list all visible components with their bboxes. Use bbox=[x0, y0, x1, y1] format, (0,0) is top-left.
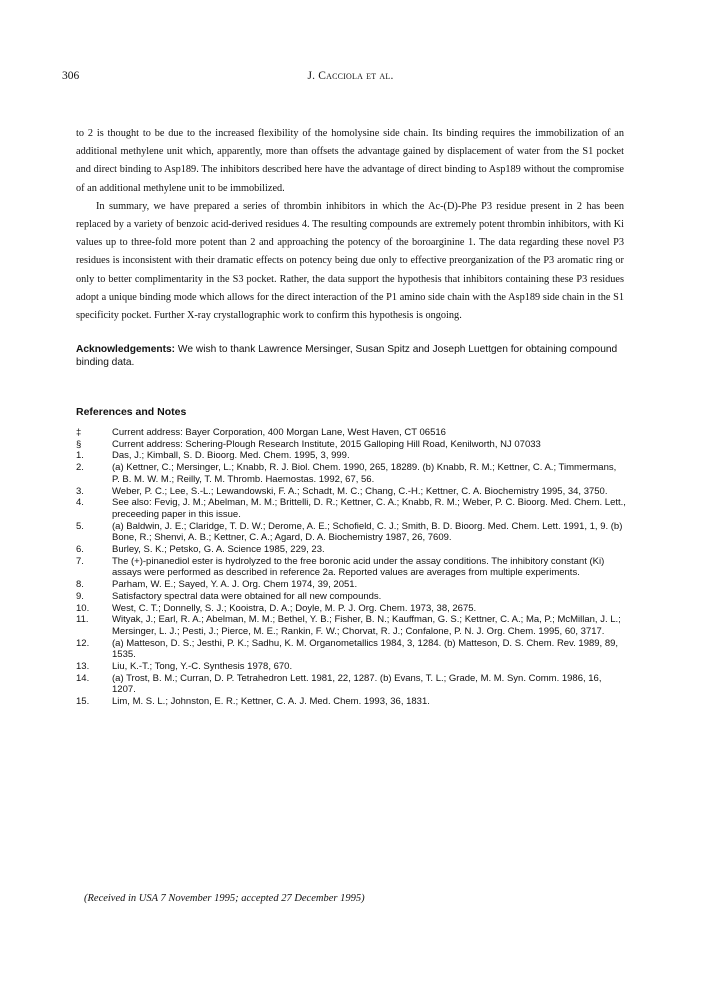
reference-text: Burley, S. K.; Petsko, G. A. Science 1985, 229, 23. bbox=[112, 544, 325, 556]
reference-marker: 7. bbox=[76, 555, 84, 567]
reference-marker: 4. bbox=[76, 497, 84, 509]
reference-marker: 11. bbox=[76, 614, 89, 626]
reference-text: Parham, W. E.; Sayed, Y. A. J. Org. Chem 1974, 39, 2051. bbox=[112, 579, 358, 591]
reference-text: The (+)-pinanediol ester is hydrolyzed to the free boronic acid under the assay conditions. The inhibitory constant (Ki) assays were performed as described in reference 2a. Reported values are averages from multiple experiments. bbox=[112, 555, 605, 579]
reference-marker: 15. bbox=[76, 696, 90, 708]
reference-item bbox=[76, 603, 626, 615]
reference-text: Das, J.; Kimball, S. D. Bioorg. Med. Chem. 1995, 3, 999. bbox=[112, 450, 350, 462]
received-date-note: (Received in USA 7 November 1995; accepted 27 December 1995) bbox=[84, 893, 365, 904]
reference-marker: 12. bbox=[76, 637, 90, 649]
reference-text: Weber, P. C.; Lee, S.-L.; Lewandowski, F. A.; Schadt, M. C.; Chang, C.-H.; Kettner, C. A. Biochemistry 1995, 34, 3750. bbox=[112, 485, 608, 497]
acknowledgements bbox=[76, 343, 624, 369]
reference-marker: 5. bbox=[76, 520, 84, 532]
body-text bbox=[76, 125, 624, 325]
reference-text: (a) Trost, B. M.; Curran, D. P. Tetrahedron Lett. 1981, 22, 1287. (b) Evans, T. L.; Grade, M. M. Syn. Comm. 1986, 16, 1207. bbox=[112, 672, 602, 696]
reference-item bbox=[76, 614, 626, 637]
reference-item bbox=[76, 521, 626, 544]
reference-text: Wityak, J.; Earl, R. A.; Abelman, M. M.; Bethel, Y. B.; Fisher, B. N.; Kauffman, G. S.; Kettner, C. A.; Ma, P.; McMillan, J. L.; Mersinger, L. J.; Pesti, J.; Pierce, M. E.; Rankin, F. W.; Chorvat, R. J.; Confalone, P. N. J. Org. Chem. 1995, 60, 3717. bbox=[112, 614, 621, 637]
reference-text: (a) Baldwin, J. E.; Claridge, T. D. W.; Derome, A. E.; Schofield, C. J.; Smith, B. D. Bioorg. Med. Chem. Lett. 1991, 1, 9. (b) Bone, R.; Shenvi, A. B.; Kettner, C. A.; Agard, D. A. Biochemistry 1987, 26, 7609. bbox=[112, 520, 623, 544]
reference-item bbox=[76, 579, 626, 591]
reference-marker: 3. bbox=[76, 485, 84, 497]
reference-text: (a) Kettner, C.; Mersinger, L.; Knabb, R. J. Biol. Chem. 1990, 265, 18289. (b) Knabb, R. M.; Kettner, C. A.; Timmermans, P. B. M. W. M.; Reilly, T. M. Thromb. Haemostas. 1992, 67, 56. bbox=[112, 462, 617, 485]
reference-text: Current address: Schering-Plough Research Institute, 2015 Galloping Hill Road, Kenilworth, NJ 07033 bbox=[112, 438, 541, 450]
reference-item bbox=[76, 696, 626, 708]
reference-marker: 2. bbox=[76, 462, 84, 474]
reference-item bbox=[76, 427, 626, 439]
reference-marker: 10. bbox=[76, 602, 90, 614]
reference-marker: § bbox=[76, 438, 82, 450]
reference-marker: 9. bbox=[76, 590, 84, 602]
reference-marker: 6. bbox=[76, 544, 84, 556]
reference-item bbox=[76, 450, 626, 462]
page-header bbox=[62, 70, 639, 86]
reference-text: Lim, M. S. L.; Johnston, E. R.; Kettner, C. A. J. Med. Chem. 1993, 36, 1831. bbox=[112, 696, 430, 708]
reference-marker: ‡ bbox=[76, 427, 82, 438]
reference-text: Satisfactory spectral data were obtained for all new compounds. bbox=[112, 590, 382, 602]
reference-item bbox=[76, 439, 626, 451]
reference-item bbox=[76, 661, 626, 673]
reference-text: Current address: Bayer Corporation, 400 Morgan Lane, West Haven, CT 06516 bbox=[112, 427, 446, 438]
reference-marker: 13. bbox=[76, 661, 90, 673]
acknowledgements-text: We wish to thank Lawrence Mersinger, Susan Spitz and Joseph Luettgen for obtaining compound binding data. bbox=[76, 344, 618, 368]
reference-marker: 8. bbox=[76, 579, 84, 591]
body-paragraph-1: to 2 is thought to be due to the increased flexibility of the homolysine side chain. Its binding requires the immobilization of an additional methylene unit which, apparently, more than offsets the advantage gained by displacement of water from the S1 pocket and direct binding to Asp189. The inhibitors described here have the advantage of direct binding to Asp189 without the compromise of an additional methylene unit to be immobilized. bbox=[76, 128, 624, 194]
reference-text: See also: Fevig, J. M.; Abelman, M. M.; Brittelli, D. R.; Kettner, C. A.; Knabb, R. M.; Weber, P. C. Bioorg. Med. Chem. Lett., preceeding paper in this issue. bbox=[112, 497, 626, 520]
running-head: J. Cacciola et al. bbox=[307, 70, 394, 82]
references-title: References and Notes bbox=[76, 406, 187, 418]
reference-text: (a) Matteson, D. S.; Jesthi, P. K.; Sadhu, K. M. Organometallics 1984, 3, 1284. (b) Matteson, D. S. Chem. Rev. 1989, 89, 1535. bbox=[112, 637, 619, 661]
acknowledgements-heading: Acknowledgements: bbox=[76, 344, 176, 355]
reference-item bbox=[76, 486, 626, 498]
reference-item bbox=[76, 544, 626, 556]
reference-item bbox=[76, 462, 626, 485]
reference-marker: 1. bbox=[76, 450, 84, 462]
references-list bbox=[76, 427, 626, 708]
reference-marker: 14. bbox=[76, 672, 90, 684]
body-paragraph-2: In summary, we have prepared a series of thrombin inhibitors in which the Ac-(D)-Phe P3 residue present in 2 has been replaced by a variety of benzoic acid-derived residues 4. The resulting compounds are extremely potent thrombin inhibitors, with Ki values up to three-fold more potent than 2 and approaching the potency of the boroarginine 1. The data regarding these novel P3 residues is inconsistent with their dramatic effects on potency being due only to effective preorganization of the P3 aromatic ring or only to better complimentarity in the S3 pocket. Rather, the data support the hypothesis that inhibitors containing these P3 residues adopt a unique binding mode which allows for the direct interaction of the P1 amino side chain with the Asp189 side chain in the S1 specificity pocket. Further X-ray crystallographic work to confirm this hypothesis is ongoing. bbox=[76, 200, 624, 322]
reference-item bbox=[76, 673, 626, 696]
reference-text: Liu, K.-T.; Tong, Y.-C. Synthesis 1978, 670. bbox=[112, 661, 293, 673]
reference-text: West, C. T.; Donnelly, S. J.; Kooistra, D. A.; Doyle, M. P. J. Org. Chem. 1973, 38, 2675. bbox=[112, 602, 477, 614]
reference-item bbox=[76, 638, 626, 661]
reference-item bbox=[76, 591, 626, 603]
reference-item bbox=[76, 497, 626, 520]
page-number: 306 bbox=[62, 70, 80, 82]
reference-item bbox=[76, 556, 626, 579]
